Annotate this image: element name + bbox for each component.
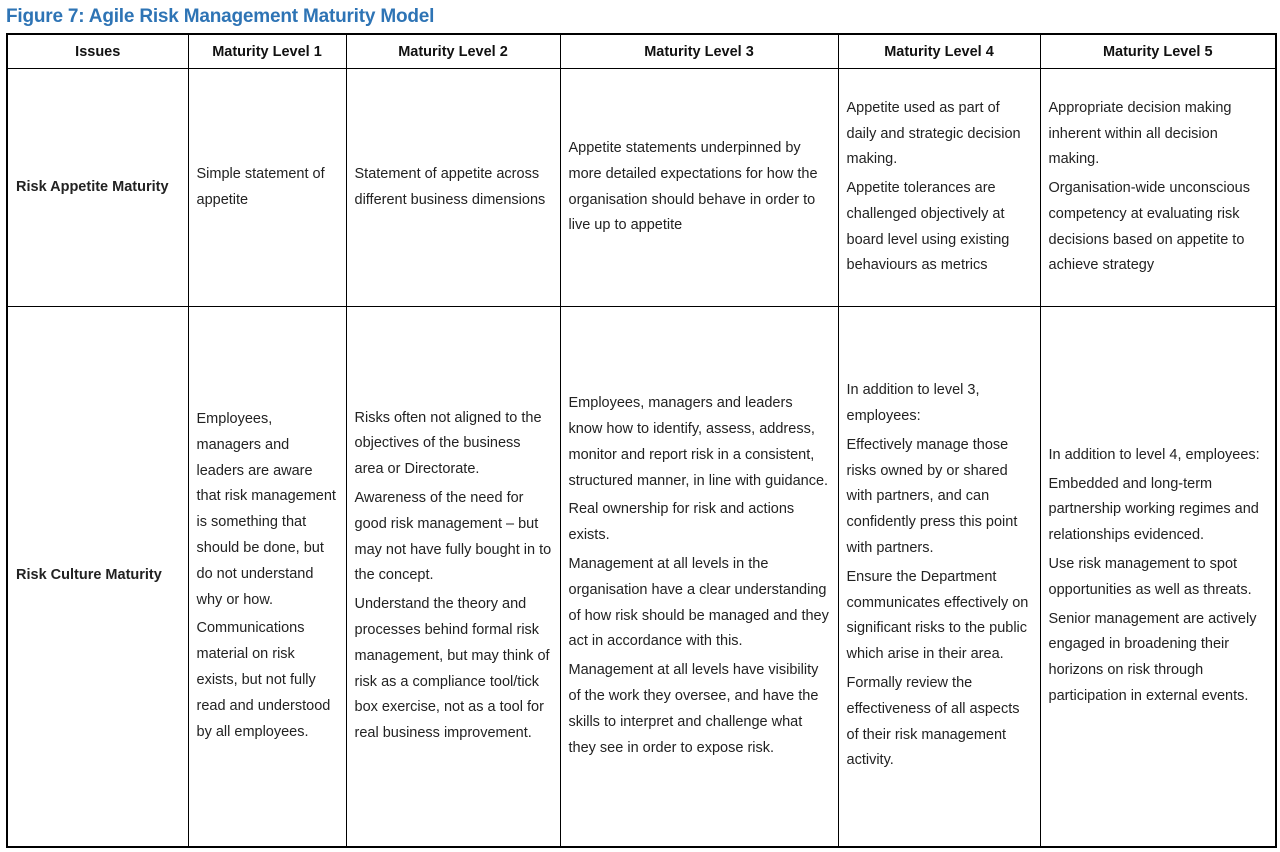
cell-paragraph: Appetite statements underpinned by more detailed expectations for how the organisation should behave in order to live up to appetite — [568, 139, 818, 234]
cell-paragraph: Understand the theory and processes behind formal risk management, but may think of risk as a compliance tool/tick box exercise, not as a tool for real business improvement. — [354, 596, 550, 742]
cell-paragraph: In addition to level 4, employees: — [1048, 446, 1260, 463]
level-cell — [188, 307, 346, 847]
cell-paragraph: Management at all levels have visibility of the work they oversee, and have the skills to interpret and challenge what they see in order to expose risk. — [568, 662, 819, 756]
figure-title: Figure 7: Agile Risk Management Maturity Model — [6, 6, 435, 27]
maturity-model-table — [6, 33, 1277, 848]
cell-paragraph: Embedded and long-term partnership working regimes and relationships evidenced. — [1048, 475, 1259, 544]
cell-paragraph: Employees, managers and leaders are aware that risk management is something that should be done, but do not understand why or how. — [196, 411, 336, 608]
cell-paragraph: Organisation-wide unconscious competency at evaluating risk decisions based on appetite to achieve strategy — [1048, 180, 1250, 274]
header-level-4: Maturity Level 4 — [838, 34, 1040, 69]
cell-paragraph: Appetite tolerances are challenged objectively at board level using existing behaviours as metrics — [846, 180, 1010, 274]
cell-paragraph: Statement of appetite across different business dimensions — [354, 165, 546, 208]
cell-paragraph: Formally review the effectiveness of all aspects of their risk management activity. — [846, 675, 1020, 769]
cell-paragraph: Risks often not aligned to the objectives of the business area or Directorate. — [354, 409, 542, 478]
level-cell — [188, 69, 346, 307]
header-level-5: Maturity Level 5 — [1040, 34, 1276, 69]
cell-paragraph: Effectively manage those risks owned by or shared with partners, and can confidently press this point with partners. — [846, 436, 1018, 557]
header-level-1: Maturity Level 1 — [188, 34, 346, 69]
cell-paragraph: Real ownership for risk and actions exists. — [568, 501, 795, 544]
level-cell — [346, 69, 560, 307]
cell-paragraph: Simple statement of appetite — [196, 165, 325, 208]
header-level-2: Maturity Level 2 — [346, 34, 560, 69]
cell-paragraph: Appetite used as part of daily and strategic decision making. — [846, 99, 1021, 168]
issue-cell: Risk Culture Maturity — [7, 307, 188, 847]
level-cell — [1040, 307, 1276, 847]
cell-paragraph: Ensure the Department communicates effectively on significant risks to the public which arise in their area. — [846, 568, 1029, 663]
header-issues: Issues — [7, 34, 188, 69]
issue-cell: Risk Appetite Maturity — [7, 69, 188, 307]
table-row-risk-culture — [7, 307, 1276, 847]
cell-paragraph: Use risk management to spot opportunities as well as threats. — [1048, 555, 1252, 598]
header-row — [7, 34, 1276, 69]
level-cell — [838, 69, 1040, 307]
cell-paragraph: Communications material on risk exists, but not fully read and understood by all employees. — [196, 620, 331, 740]
level-cell — [560, 307, 838, 847]
level-cell — [346, 307, 560, 847]
header-level-3: Maturity Level 3 — [560, 34, 838, 69]
table-row-risk-appetite — [7, 69, 1276, 307]
level-cell — [1040, 69, 1276, 307]
cell-paragraph: Appropriate decision making inherent within all decision making. — [1048, 99, 1232, 168]
level-cell — [838, 307, 1040, 847]
cell-paragraph: Management at all levels in the organisation have a clear understanding of how risk should be managed and they act in accordance with this. — [568, 555, 829, 650]
cell-paragraph: Senior management are actively engaged in broadening their horizons on risk through participation in external events. — [1048, 610, 1257, 704]
level-cell — [560, 69, 838, 307]
cell-paragraph: Employees, managers and leaders know how to identify, assess, address, monitor and report risk in a consistent, structured manner, in line with guidance. — [568, 395, 829, 489]
cell-paragraph: Awareness of the need for good risk management – but may not have fully bought in to the concept. — [354, 489, 552, 584]
cell-paragraph: In addition to level 3, employees: — [846, 382, 980, 425]
